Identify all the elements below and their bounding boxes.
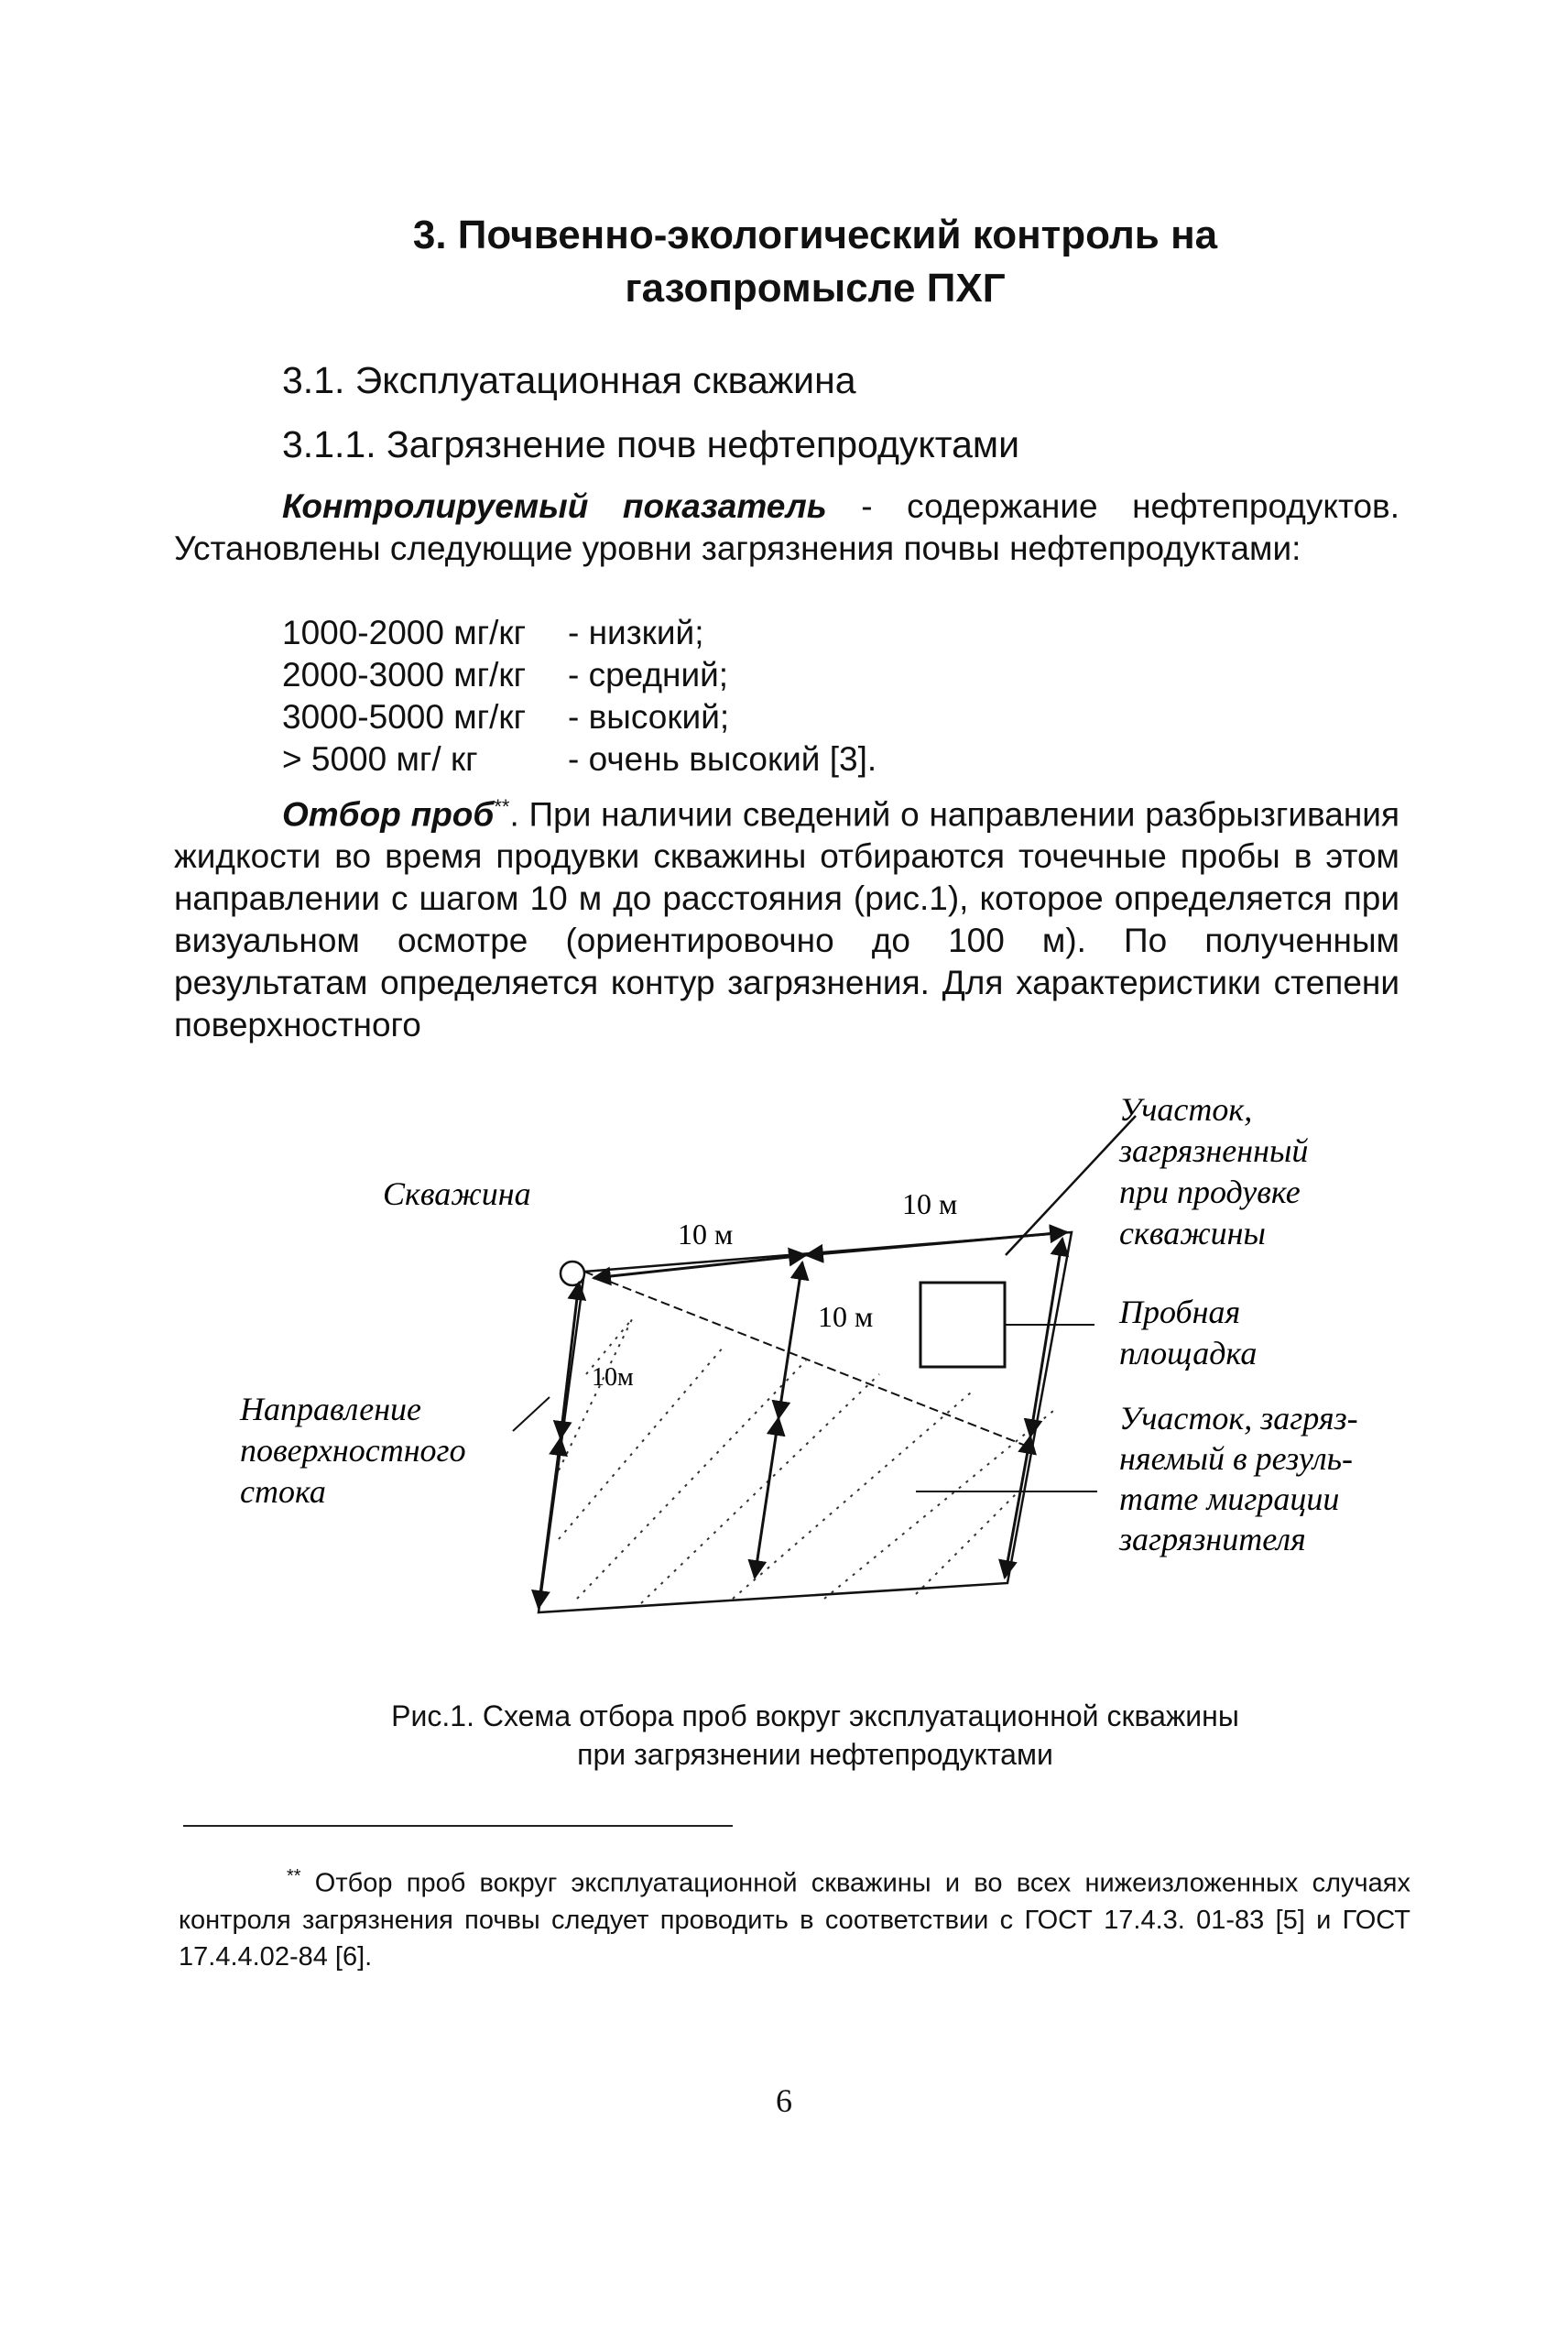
arrow-left-lower [539, 1438, 561, 1608]
label-dist-top-left: 10 м [678, 1218, 734, 1251]
sampling-text: . При наличии сведений о направлении разбрызгивания жидкости во время продувки скважины отбираются точечные пробы в этом направлении с шагом 10 м до расстояния (рис.1), которое определяется при визуальном осмотре (ориентировочно до 100 м). По полученным результатам определяется контур загрязнения. Для характеристики степени поверхностного [174, 795, 1399, 1044]
label-dist-middle: 10 м [818, 1300, 874, 1333]
label-blowdown-4: скважины [1119, 1215, 1266, 1251]
arrow-top-left [593, 1255, 806, 1278]
arrow-top-right [806, 1232, 1067, 1255]
level-row [282, 654, 877, 696]
flow-direction-line [584, 1272, 1030, 1448]
label-well: Скважина [383, 1175, 531, 1212]
label-sample-plot-1: Пробная [1119, 1294, 1241, 1330]
label-migration-1: Участок, загряз- [1119, 1400, 1358, 1437]
footnote [179, 1858, 1410, 1975]
title-line-1: 3. Почвенно-экологический контроль на [412, 213, 1218, 257]
sampling-diagram [0, 1081, 1568, 1667]
label-blowdown-3: при продувке [1119, 1174, 1301, 1210]
arrow-right-lower [1005, 1437, 1030, 1578]
level-range: 3000-5000 мг/кг [282, 698, 527, 736]
level-row [282, 612, 877, 654]
section-heading: 3.1. Эксплуатационная скважина [282, 359, 856, 401]
arrow-left-upper [561, 1283, 579, 1438]
title-line-2: газопромысле ПХГ [625, 266, 1006, 311]
footnote-text: Отбор проб вокруг эксплуатационной скважины и во всех нижеизложенных случаях контроля загрязнения почвы следует проводить в соответствии с ГОСТ 17.4.3. 01-83 [5] и ГОСТ 17.4.4.02-84 [6]. [179, 1868, 1410, 1972]
label-migration-3: тате миграции [1119, 1480, 1340, 1517]
indicator-text: - содержание нефтепродуктов. Установлены следующие уровни загрязнения почвы нефтепродуктами: [174, 487, 1399, 567]
level-range: 1000-2000 мг/кг [282, 614, 527, 651]
hatch-lines [559, 1319, 1053, 1603]
label-direction-3: стока [240, 1473, 326, 1510]
figure-caption [229, 1697, 1401, 1774]
label-blowdown-2: загрязненный [1119, 1132, 1309, 1169]
levels-list [282, 612, 877, 781]
level-name: - очень высокий [3]. [568, 740, 877, 778]
label-sample-plot-2: площадка [1119, 1335, 1258, 1371]
level-name: - низкий; [568, 614, 704, 651]
page-title [229, 209, 1401, 315]
page-number: 6 [776, 2082, 792, 2119]
sampling-label: Отбор проб [282, 795, 495, 834]
arrow-right-upper [1030, 1239, 1062, 1437]
arrow-middle-lower [755, 1418, 779, 1578]
well-icon [561, 1262, 584, 1285]
caption-line-2: при загрязнении нефтепродуктами [577, 1738, 1053, 1771]
sample-plot-square [920, 1283, 1005, 1367]
level-row [282, 738, 877, 781]
leader-direction [513, 1397, 550, 1431]
level-name: - средний; [568, 656, 729, 694]
label-direction-2: поверхностного [240, 1432, 466, 1469]
label-dist-top-right: 10 м [902, 1187, 958, 1220]
sampling-footnote-mark: ** [494, 795, 510, 818]
label-migration-2: няемый в резуль- [1119, 1440, 1354, 1477]
label-migration-4: загрязнителя [1119, 1521, 1306, 1557]
footnote-mark: ** [287, 1866, 301, 1886]
label-direction-1: Направление [240, 1391, 422, 1427]
arrow-middle-upper [779, 1262, 802, 1418]
footnote-divider [183, 1825, 733, 1827]
sampling-paragraph [174, 786, 1399, 1046]
subsection-heading: 3.1.1. Загрязнение почв нефтепродуктами [282, 423, 1019, 465]
indicator-label: Контролируемый показатель [282, 487, 827, 525]
caption-line-1: Рис.1. Схема отбора проб вокруг эксплуатационной скважины [391, 1699, 1239, 1732]
level-range: > 5000 мг/ кг [282, 740, 478, 778]
level-row [282, 696, 877, 738]
level-range: 2000-3000 мг/кг [282, 656, 527, 694]
level-name: - высокий; [568, 698, 730, 736]
label-blowdown-1: Участок, [1119, 1091, 1253, 1128]
label-dist-diag: 10м [592, 1363, 634, 1392]
area-outline [539, 1232, 1072, 1612]
indicator-paragraph [174, 486, 1399, 570]
